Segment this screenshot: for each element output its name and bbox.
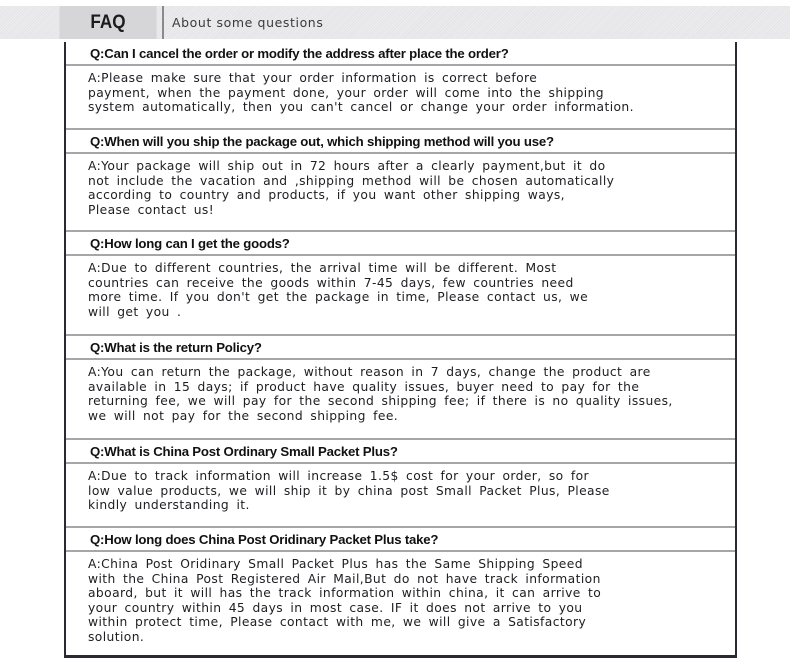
faq-answer <box>66 256 735 336</box>
faq-question: Q:What is the return Policy? <box>66 336 735 360</box>
faq-question: Q:How long does China Post Oridinary Packet Plus take? <box>66 528 735 552</box>
faq-answer-line: not include the vacation and ,shipping method will be chosen automatically <box>88 173 615 188</box>
faq-answer <box>66 360 735 440</box>
faq-answer-line: system automatically, then you can't cancel or change your order information. <box>88 100 634 115</box>
faq-table <box>64 42 737 658</box>
faq-answer <box>66 154 735 232</box>
faq-question: Q:What is China Post Ordinary Small Packet Plus? <box>66 440 735 464</box>
faq-answer-line: returning fee, we will pay for the second shipping fee; if there is no quality issues, <box>88 394 673 409</box>
faq-answer-line: aboard, but it will has the track information within china, it can arrive to <box>88 586 602 601</box>
faq-answer <box>66 552 735 655</box>
faq-answer-line: A:Due to track information will increase 1.5$ cost for your order, so for <box>88 469 590 483</box>
faq-answer-line: A:You can return the package, without reason in 7 days, change the product are <box>88 365 651 379</box>
faq-answer <box>66 464 735 528</box>
faq-question: Q:When will you ship the package out, which shipping method will you use? <box>66 130 735 154</box>
faq-answer-line: solution. <box>88 629 145 644</box>
faq-answer-line: A:Your package will ship out in 72 hours after a clearly payment,but it do <box>88 159 606 173</box>
faq-answer-line: with the China Post Registered Air Mail,But do not have track information <box>88 571 601 586</box>
faq-answer-line: your country within 45 days in most case. IF it does not arrive to you <box>88 600 583 615</box>
faq-question: Q:Can I cancel the order or modify the address after place the order? <box>66 42 735 66</box>
faq-subtitle: About some questions <box>172 15 324 30</box>
header-divider <box>162 6 164 39</box>
faq-answer-line: according to country and products, if you want other shipping ways, <box>88 188 565 203</box>
faq-tab-label: FAQ <box>59 6 156 39</box>
faq-answer-line: low value products, we will ship it by china post Small Packet Plus, Please <box>88 483 610 498</box>
faq-answer-line: A:Due to different countries, the arrival time will be different. Most <box>88 261 557 275</box>
faq-answer-line: will get you . <box>88 304 182 319</box>
faq-answer-line: more time. If you don't get the package in time, Please contact us, we <box>88 290 589 305</box>
faq-header-bar <box>0 6 790 39</box>
faq-answer-line: available in 15 days; if product have quality issues, buyer need to pay for the <box>88 379 640 394</box>
faq-answer-line: A:China Post Oridinary Small Packet Plus has the Same Shipping Speed <box>88 557 583 571</box>
faq-answer-line: payment, when the payment done, your order will come into the shipping <box>88 85 605 100</box>
faq-answer-line: within protect time, Please contact with me, we will give a Satisfactory <box>88 615 587 630</box>
faq-answer-line: countries can receive the goods within 7-45 days, few countries need <box>88 275 574 290</box>
faq-answer-line: we will not pay for the second shipping fee. <box>88 408 399 423</box>
faq-answer-line: kindly understanding it. <box>88 498 250 513</box>
faq-answer-line: Please contact us! <box>88 202 215 217</box>
faq-question: Q:How long can I get the goods? <box>66 232 735 256</box>
faq-answer-line: A:Please make sure that your order information is correct before <box>88 71 538 85</box>
faq-answer <box>66 66 735 130</box>
